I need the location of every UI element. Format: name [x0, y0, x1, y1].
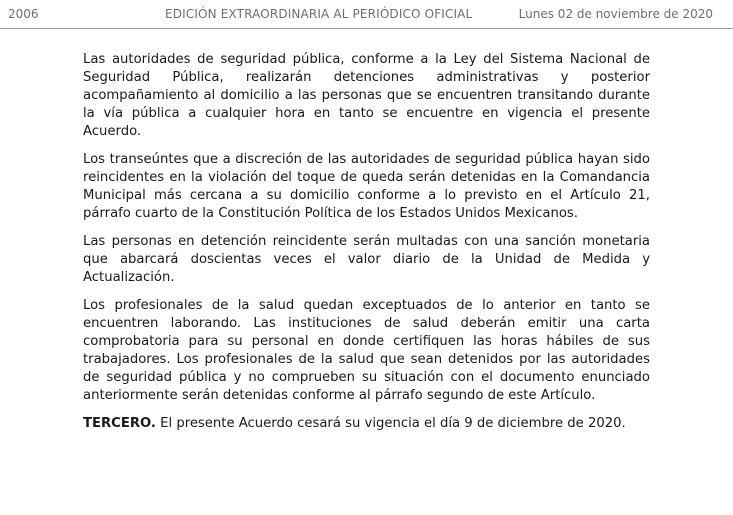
page-header [0, 0, 733, 30]
publication-title: EDICIÓN EXTRAORDINARIA AL PERIÓDICO OFICIAL [165, 7, 473, 21]
paragraph-repeat-offenders: Los transeúntes que a discreción de las autoridades de seguridad pública hayan sido reincidentes en la violación del toque de queda serán detenidas en la Comandancia Municipal más cercana a su domicilio conforme a lo previsto en el Artículo 21, párrafo cuarto de la Constitución Política de los Estados Unidos Mexicanos. [83, 152, 650, 221]
tercero-label: TERCERO. [83, 416, 156, 431]
document-body [83, 51, 650, 433]
publication-date: Lunes 02 de noviembre de 2020 [518, 7, 713, 21]
paragraph-detentions: Las autoridades de seguridad pública, conforme a la Ley del Sistema Nacional de Seguridad Pública, realizarán detenciones administrativas y posterior acompañamiento al domicilio a las personas que se encuentren transitando durante la vía pública a cualquier hora en tanto se encuentre en vigencia el presente Acuerdo. [83, 52, 650, 139]
paragraph-tercero [83, 415, 650, 433]
page-number: 2006 [8, 7, 39, 21]
paragraph-health-exemption: Los profesionales de la salud quedan exceptuados de lo anterior en tanto se encuentren laborando. Las instituciones de salud deberán emitir una carta comprobatoria para su personal en donde certifiquen las horas hábiles de sus trabajadores. Los profesionales de la salud que sean detenidos por las autoridades de seguridad pública y no comprueben su situación con el documento enunciado anteriormente serán detenidas conforme al párrafo segundo de este Artículo. [83, 298, 650, 403]
paragraph-fines: Las personas en detención reincidente serán multadas con una sanción monetaria que abarcará doscientas veces el valor diario de la Unidad de Medida y Actualización. [83, 234, 650, 285]
header-divider [0, 28, 733, 29]
tercero-text: El presente Acuerdo cesará su vigencia el día 9 de diciembre de 2020. [155, 416, 626, 431]
